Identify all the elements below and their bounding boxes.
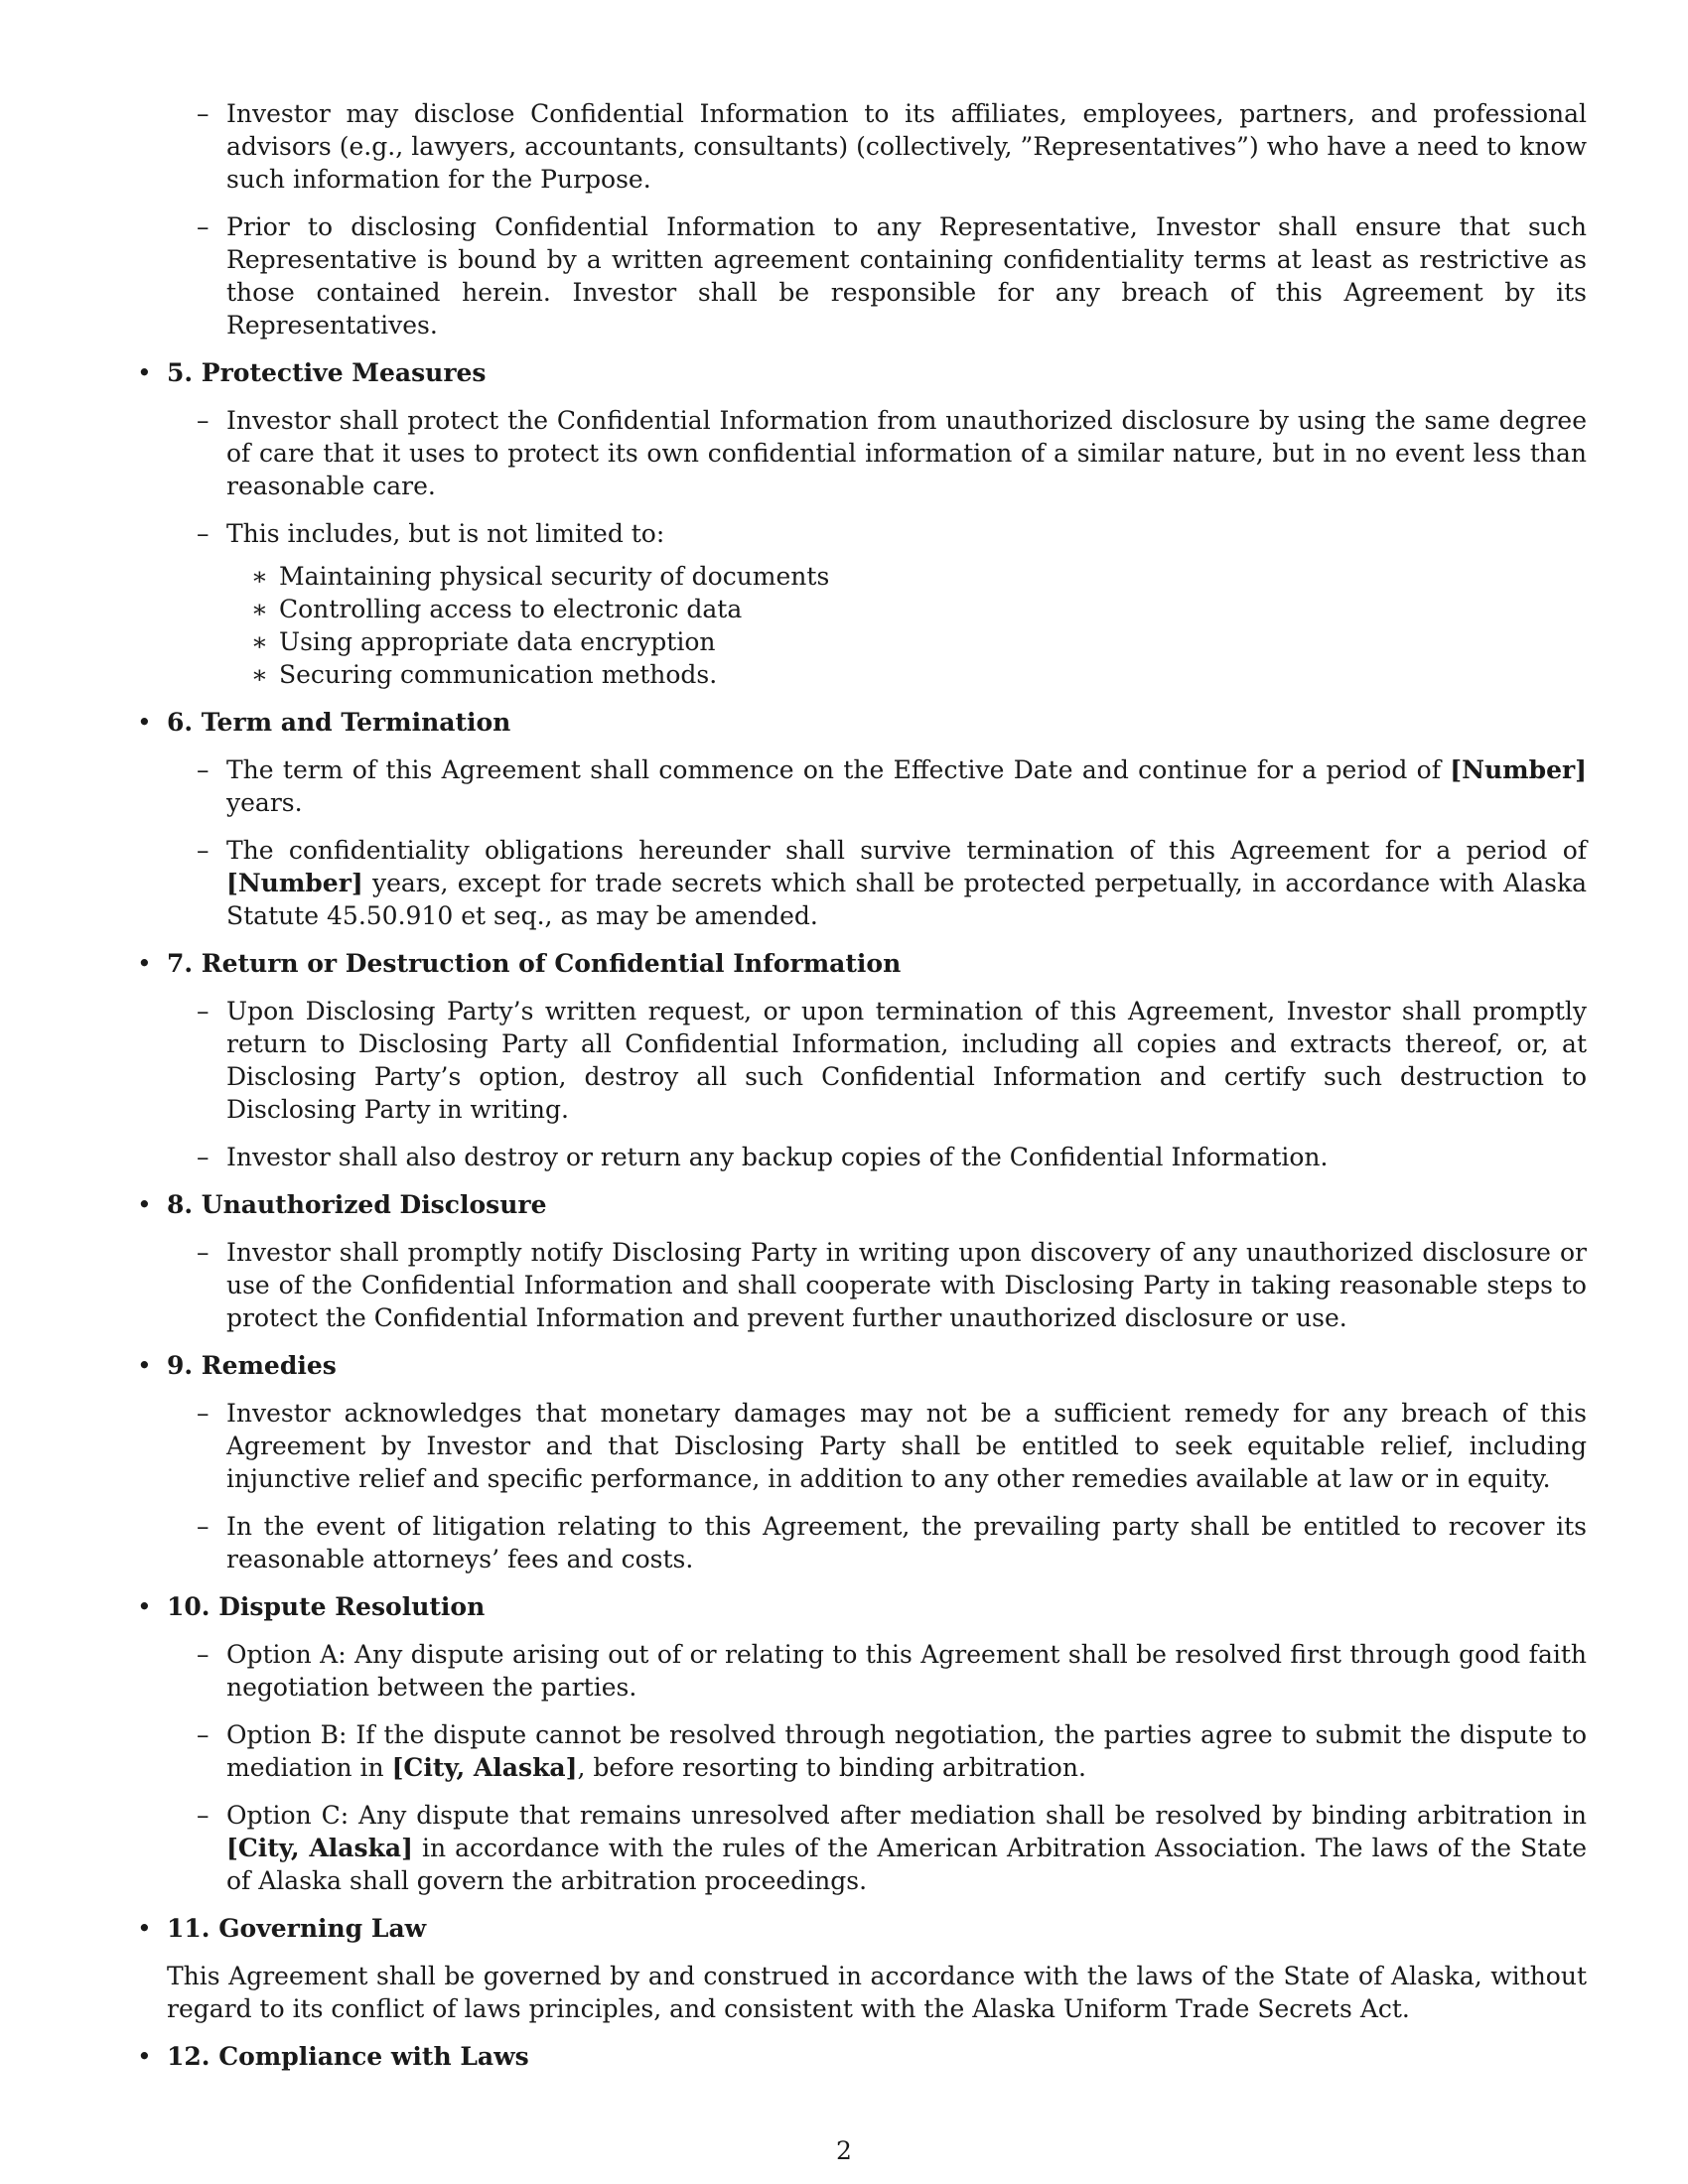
list-item: – Option C: Any dispute that remains unresolved after mediation shall be resolved by binding arbitration in [City, Alaska] in accordance with the rules of the American Arbitration Association. The laws of the State of Alaska shall govern the arbitration proceedings. bbox=[197, 1801, 1587, 1895]
section-6 bbox=[137, 706, 1587, 932]
sub-list-item: ∗ Controlling access to electronic data bbox=[251, 595, 743, 623]
section-5 bbox=[137, 356, 1587, 691]
list-item: – Investor shall also destroy or return any backup copies of the Confidential Information. bbox=[197, 1143, 1329, 1171]
dash-marker: – bbox=[197, 755, 210, 784]
section-12 bbox=[137, 2040, 1587, 2073]
list-item: – The term of this Agreement shall commence on the Effective Date and continue for a period of [Number] years. bbox=[197, 755, 1587, 817]
placeholder-field: [City, Alaska] bbox=[226, 1834, 413, 1862]
bullet-marker: • bbox=[137, 1351, 152, 1380]
dash-marker: – bbox=[197, 1640, 210, 1669]
placeholder-field: [Number] bbox=[226, 869, 363, 897]
list-item: – The confidentiality obligations hereunder shall survive termination of this Agreement for a period of [Number] years, except for trade secrets which shall be protected perpetually, in accordance with Alaska Statute 45.50.910 et seq., as may be amended. bbox=[197, 836, 1587, 930]
sub-list-item: ∗ Securing communication methods. bbox=[251, 660, 718, 689]
dash-marker: – bbox=[197, 1143, 210, 1171]
bullet-marker: • bbox=[137, 2042, 152, 2071]
section-10 bbox=[137, 1590, 1587, 1897]
section-9 bbox=[137, 1349, 1587, 1575]
list-item: – Upon Disclosing Party’s written request, or upon termination of this Agreement, Investor shall promptly return to Disclosing Party all Confidential Information, including all copies and extracts thereof, or, at Disclosing Party’s option, destroy all such Confidential Information and certify such destruction to Disclosing Party in writing. bbox=[197, 997, 1587, 1124]
section-11 bbox=[137, 1912, 1587, 2025]
star-marker: ∗ bbox=[251, 562, 268, 591]
sub-list-item: ∗ Using appropriate data encryption bbox=[251, 627, 716, 656]
section-8 bbox=[137, 1188, 1587, 1334]
sub-list-item: ∗ Maintaining physical security of documents bbox=[251, 562, 830, 591]
placeholder-field: [City, Alaska] bbox=[391, 1753, 578, 1782]
dash-marker: – bbox=[197, 1512, 210, 1541]
dash-marker: – bbox=[197, 519, 210, 548]
dash-marker: – bbox=[197, 1238, 210, 1267]
section-heading: • 10. Dispute Resolution bbox=[137, 1592, 486, 1621]
bullet-marker: • bbox=[137, 1914, 152, 1943]
section-heading: • 7. Return or Destruction of Confidential Information bbox=[137, 949, 902, 978]
list-item: – Investor shall promptly notify Disclosing Party in writing upon discovery of any unauthorized disclosure or use of the Confidential Information and shall cooperate with Disclosing Party in taking reasonable steps to protect the Confidential Information and prevent further unauthorized disclosure or use. bbox=[197, 1238, 1587, 1332]
page-number: 2 bbox=[836, 2136, 852, 2165]
dash-marker: – bbox=[197, 212, 210, 241]
bullet-marker: • bbox=[137, 358, 152, 387]
dash-marker: – bbox=[197, 997, 210, 1025]
list-item: – This includes, but is not limited to: bbox=[197, 519, 665, 548]
bullet-marker: • bbox=[137, 1190, 152, 1219]
list-item: – Option A: Any dispute arising out of or relating to this Agreement shall be resolved first through good faith negotiation between the parties. bbox=[197, 1640, 1587, 1702]
section-heading: • 11. Governing Law bbox=[137, 1914, 427, 1943]
list-item: – Investor acknowledges that monetary damages may not be a sufficient remedy for any breach of this Agreement by Investor and that Disclosing Party shall be entitled to seek equitable relief, including injunctive relief and specific performance, in addition to any other remedies available at law or in equity. bbox=[197, 1399, 1587, 1493]
list-item: – In the event of litigation relating to this Agreement, the prevailing party shall be entitled to recover its reasonable attorneys’ fees and costs. bbox=[197, 1512, 1587, 1573]
section-paragraph: This Agreement shall be governed by and construed in accordance with the laws of the State of Alaska, without regard to its conflict of laws principles, and consistent with the Alaska Uniform Trade Secrets Act. bbox=[167, 1962, 1587, 2023]
dash-marker: – bbox=[197, 1399, 210, 1428]
section-heading: • 6. Term and Termination bbox=[137, 708, 511, 737]
bullet-marker: • bbox=[137, 1592, 152, 1621]
section-7 bbox=[137, 947, 1587, 1173]
placeholder-field: [Number] bbox=[1450, 755, 1587, 784]
star-marker: ∗ bbox=[251, 627, 268, 656]
section-heading: • 9. Remedies bbox=[137, 1351, 337, 1380]
section-heading: • 5. Protective Measures bbox=[137, 358, 487, 387]
dash-marker: – bbox=[197, 1720, 210, 1749]
dash-marker: – bbox=[197, 1801, 210, 1830]
dash-marker: – bbox=[197, 406, 210, 435]
sub-list bbox=[167, 560, 1587, 691]
list-item: – Option B: If the dispute cannot be resolved through negotiation, the parties agree to submit the dispute to mediation in [City, Alaska], before resorting to binding arbitration. bbox=[197, 1720, 1587, 1782]
list-item: – Investor may disclose Confidential Information to its affiliates, employees, partners, and professional advisors (e.g., lawyers, accountants, consultants) (collectively, ”Representatives”) who have a need to know such information for the Purpose. bbox=[197, 99, 1587, 194]
dash-marker: – bbox=[197, 99, 210, 128]
bullet-marker: • bbox=[137, 949, 152, 978]
list-item: – Prior to disclosing Confidential Information to any Representative, Investor shall ensure that such Representative is bound by a written agreement containing confidentiality terms at least as restrictive as those contained herein. Investor shall be responsible for any breach of this Agreement by its Representatives. bbox=[197, 212, 1587, 340]
dash-marker: – bbox=[197, 836, 210, 865]
document-page bbox=[137, 97, 1587, 2088]
section-heading: • 12. Compliance with Laws bbox=[137, 2042, 529, 2071]
star-marker: ∗ bbox=[251, 660, 268, 689]
section-heading: • 8. Unauthorized Disclosure bbox=[137, 1190, 547, 1219]
section-4-continued bbox=[167, 97, 1587, 341]
star-marker: ∗ bbox=[251, 595, 268, 623]
bullet-marker: • bbox=[137, 708, 152, 737]
list-item: – Investor shall protect the Confidential Information from unauthorized disclosure by using the same degree of care that it uses to protect its own confidential information of a similar nature, but in no event less than reasonable care. bbox=[197, 406, 1587, 500]
